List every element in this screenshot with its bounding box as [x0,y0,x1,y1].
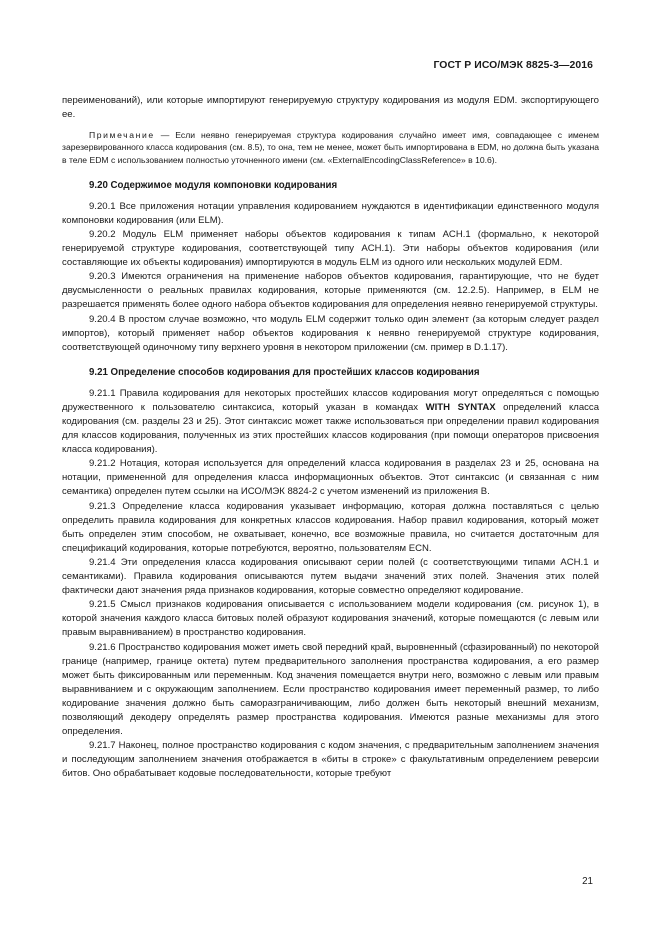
document-body [62,94,599,781]
paragraph-9-21-7: 9.21.7 Наконец, полное пространство кодирования с кодом значения, с предварительным заполнением значения и последующим заполнением значения отображается в «биты в строке» с факультативным определением реверсии битов. Оно обрабатывает кодовые последовательности, которые требуют [62,740,599,780]
note-label: Примечание [89,130,155,141]
paragraph-9-21-6: 9.21.6 Пространство кодирования может иметь свой передний край, выровненный (сфазированный) по некоторой границе (например, границе октета) путем предварительного заполнения пространства кодирования, а его размер может быть фиксированным или переменным. Код значения помещается внутри него, возможно с левым или правым выравниванием и с окружающим заполнением. Если пространство кодирования имеет переменный размер, то либо кодирование значения должно быть саморазграничивающим, либо должен быть некоторый внешний механизм, позволяющий декодеру определять размер пространства кодирования. Имеются разные механизмы для этого определения. [62,641,599,738]
paragraph-9-21-2: 9.21.2 Нотация, которая используется для определений класса кодирования в разделах 23 и 25, основана на нотации, примененной для определения класса информационных объектов. Этот синтаксис (и связанная с ним семантика) определен путем ссылки на ИСО/МЭК 8824-2 с учетом изменений из приложения B. [62,458,599,498]
paragraph-9-21-5: 9.21.5 Смысл признаков кодирования описывается с использованием модели кодирования (см. рисунок 1), в которой значения каждого класса битовых полей образуют кодирования значений, которые помещаются (с левым или правым выравниванием) в пространство кодирования. [62,599,599,639]
paragraph-9-21-4: 9.21.4 Эти определения класса кодирования описывают серии полей (с соответствующими типами ACH.1 и семантиками). Правила кодирования описываются путем выдачи значений этих полей. Значения этих полей фактически дают значения ряда признаков кодирования, которые совместно определяют кодирование. [62,556,599,597]
paragraph-9-21-3: 9.21.3 Определение класса кодирования указывает информацию, которая должна поставляться с целью определить правила кодирования для конкретных классов кодирования. Набор правил кодирования, который может быть определен этим способом, не охватывает, конечно, все возможные правила, но считается достаточным для спецификаций кодирования, которые потребуются, вероятно, пользователям ECN. [62,500,599,554]
section-9-21-heading: 9.21 Определение способов кодирования для простейших классов кодирования [89,366,480,378]
paragraph-9-21-1-part-b: определений класса кодирования (см. разделы 23 и 25). Этот синтаксис может также использоваться при определении правил кодирования для классов кодирования, полученных из этих простейших классов кодирования (при помощи операторов присвоения класса кодирования). [62,401,599,456]
paragraph-9-21-1-part-a: 9.21.1 Правила кодирования для некоторых простейших классов кодирования могут определяться с помощью дружественного к пользователю синтаксиса, который указан в командах [62,387,599,413]
page-number: 21 [582,876,593,887]
paragraph-9-20-1: 9.20.1 Все приложения нотации управления кодированием нуждаются в идентификации единственного модуля компоновки кодирования (или ELM). [62,200,599,226]
with-syntax-keyword: WITH SYNTAX [425,401,496,413]
note-paragraph [62,129,599,166]
document-code-header: ГОСТ Р ИСО/МЭК 8825-3—2016 [433,60,593,71]
paragraph-9-20-3: 9.20.3 Имеются ограничения на применение наборов объектов кодирования, гарантирующие, что не будет двусмысленности о реальных правилах кодирования, которые применяются (см. 12.2.5). Например, в ELM не разрешается применять более одного набора объектов кодирования для определения неявно генерируемой структуры. [62,271,599,311]
note-text: — Если неявно генерируемая структура кодирования случайно имеет имя, совпадающее с именем зарезервированного класса кодирования (см. 8.5), то она, тем не менее, может быть импортирована в EDM, но должна быть указана в теле EDM с использованием полностью уточненного имени (см. «ExternalEncodingClassReference» в 10.6). [62,130,599,165]
section-9-20-heading: 9.20 Содержимое модуля компоновки кодирования [89,179,338,191]
paragraph-9-20-2: 9.20.2 Модуль ELM применяет наборы объектов кодирования к типам ACH.1 (формально, к некоторой генерируемой структуре кодирования, соответствующей типу ACH.1). Эти наборы объектов кодирования (или составляющие их объекты кодирования) импортируются в модуль ELM из одного или нескольких модулей EDM. [62,228,599,269]
paragraph-9-21-1 [62,387,599,457]
paragraph-9-20-4: 9.20.4 В простом случае возможно, что модуль ELM содержит только один элемент (за которым следует раздел импортов), который применяет набор объектов кодирования к неявно генерируемой структуре кодирования, соответствующей одиночному типу верхнего уровня в некотором приложении (см. пример в D.1.17). [62,313,599,353]
intro-paragraph: переименований), или которые импортируют генерируемую структуру кодирования из модуля EDM. экспортирующего ее. [62,95,599,121]
